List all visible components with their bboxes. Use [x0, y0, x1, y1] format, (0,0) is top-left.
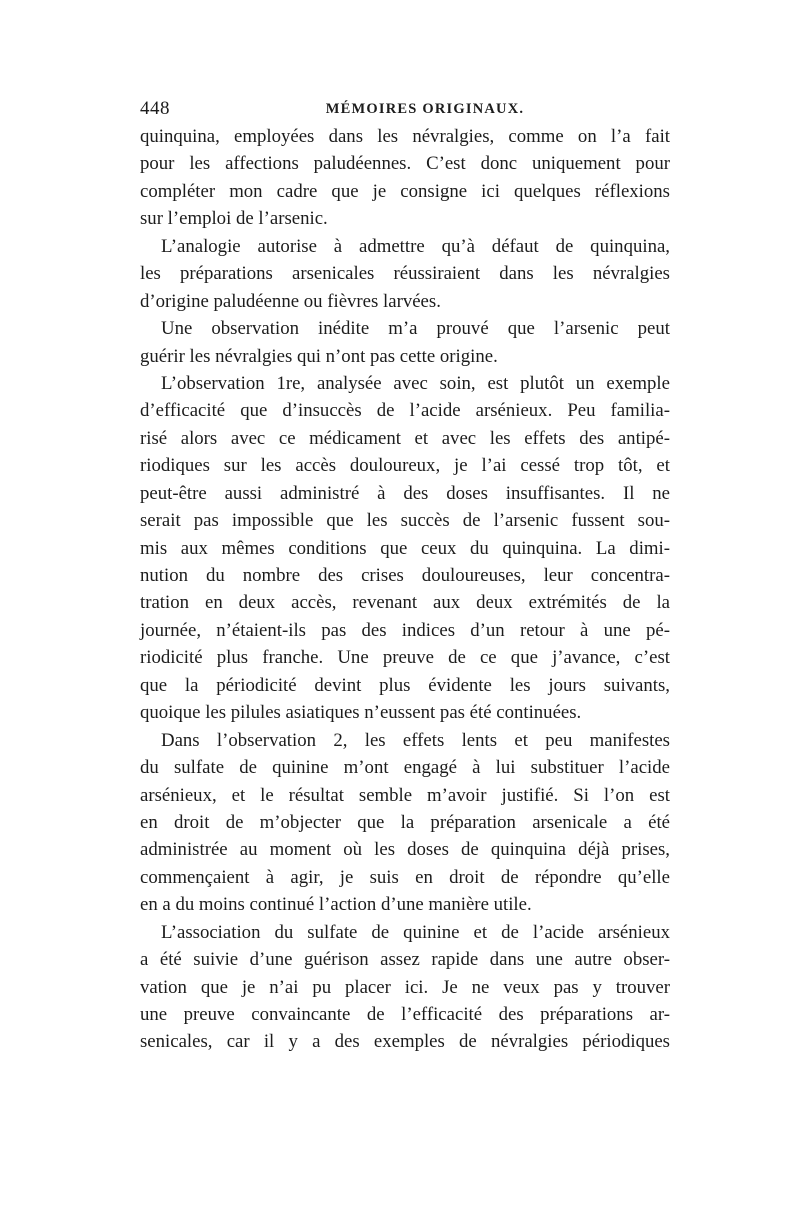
text-line: d’efficacité que d’insuccès de l’acide arsénieux. Peu familia-: [140, 400, 670, 422]
text-line: serait pas impossible que les succès de l’arsenic fussent sou-: [140, 510, 670, 532]
text-line: administrée au moment où les doses de quinquina déjà prises,: [140, 839, 670, 861]
text-line: risé alors avec ce médicament et avec les effets des antipé-: [140, 427, 670, 449]
text-line: journée, n’étaient-ils pas des indices d’un retour à une pé-: [140, 619, 670, 641]
text-line: Une observation inédite m’a prouvé que l’arsenic peut: [161, 318, 670, 340]
text-line: guérir les névralgies qui n’ont pas cette origine.: [140, 345, 498, 367]
text-line: compléter mon cadre que je consigne ici quelques réflexions: [140, 180, 670, 202]
text-line: d’origine paludéenne ou fièvres larvées.: [140, 290, 441, 312]
text-line: en a du moins continué l’action d’une manière utile.: [140, 894, 532, 916]
text-line: arsénieux, et le résultat semble m’avoir justifié. Si l’on est: [140, 784, 670, 806]
text-line: du sulfate de quinine m’ont engagé à lui substituer l’acide: [140, 757, 670, 779]
text-line: quinquina, employées dans les névralgies, comme on l’a fait: [140, 126, 670, 147]
text-line: senicales, car il y a des exemples de névralgies périodiques: [140, 1031, 670, 1053]
page-header: [140, 96, 670, 122]
text-line: vation que je n’ai pu placer ici. Je ne veux pas y trouver: [140, 976, 670, 998]
text-line: quoique les pilules asiatiques n’eussent pas été continuées.: [140, 702, 582, 724]
text-line: une preuve convaincante de l’efficacité des préparations ar-: [140, 1004, 670, 1025]
body-text: [140, 123, 670, 1056]
text-line: tration en deux accès, revenant aux deux extrémités de la: [140, 592, 670, 614]
text-line: que la périodicité devint plus évidente les jours suivants,: [140, 674, 670, 696]
book-page: [140, 96, 670, 1056]
text-line: sur l’emploi de l’arsenic.: [140, 208, 328, 230]
page-number: 448: [140, 98, 170, 119]
text-line: pour les affections paludéennes. C’est donc uniquement pour: [140, 153, 670, 175]
text-line: L’analogie autorise à admettre qu’à défaut de quinquina,: [161, 235, 670, 257]
running-head: MÉMOIRES ORIGINAUX.: [325, 101, 525, 117]
text-line: a été suivie d’une guérison assez rapide dans une autre obser-: [140, 949, 670, 971]
text-line: L’association du sulfate de quinine et de l’acide arsénieux: [161, 921, 670, 943]
text-line: riodiques sur les accès douloureux, je l’ai cessé trop tôt, et: [140, 455, 670, 477]
text-line: les préparations arsenicales réussiraient dans les névralgies: [140, 263, 670, 285]
text-line: Dans l’observation 2, les effets lents et peu manifestes: [161, 729, 670, 751]
text-line: mis aux mêmes conditions que ceux du quinquina. La dimi-: [140, 537, 670, 559]
text-line: riodicité plus franche. Une preuve de ce que j’avance, c’est: [140, 647, 670, 669]
text-line: commençaient à agir, je suis en droit de répondre qu’elle: [140, 866, 670, 888]
text-line: peut-être aussi administré à des doses insuffisantes. Il ne: [140, 482, 670, 504]
text-line: nution du nombre des crises douloureuses, leur concentra-: [140, 565, 670, 586]
text-line: en droit de m’objecter que la préparation arsenicale a été: [140, 811, 670, 833]
text-line: L’observation 1re, analysée avec soin, est plutôt un exemple: [161, 372, 670, 394]
